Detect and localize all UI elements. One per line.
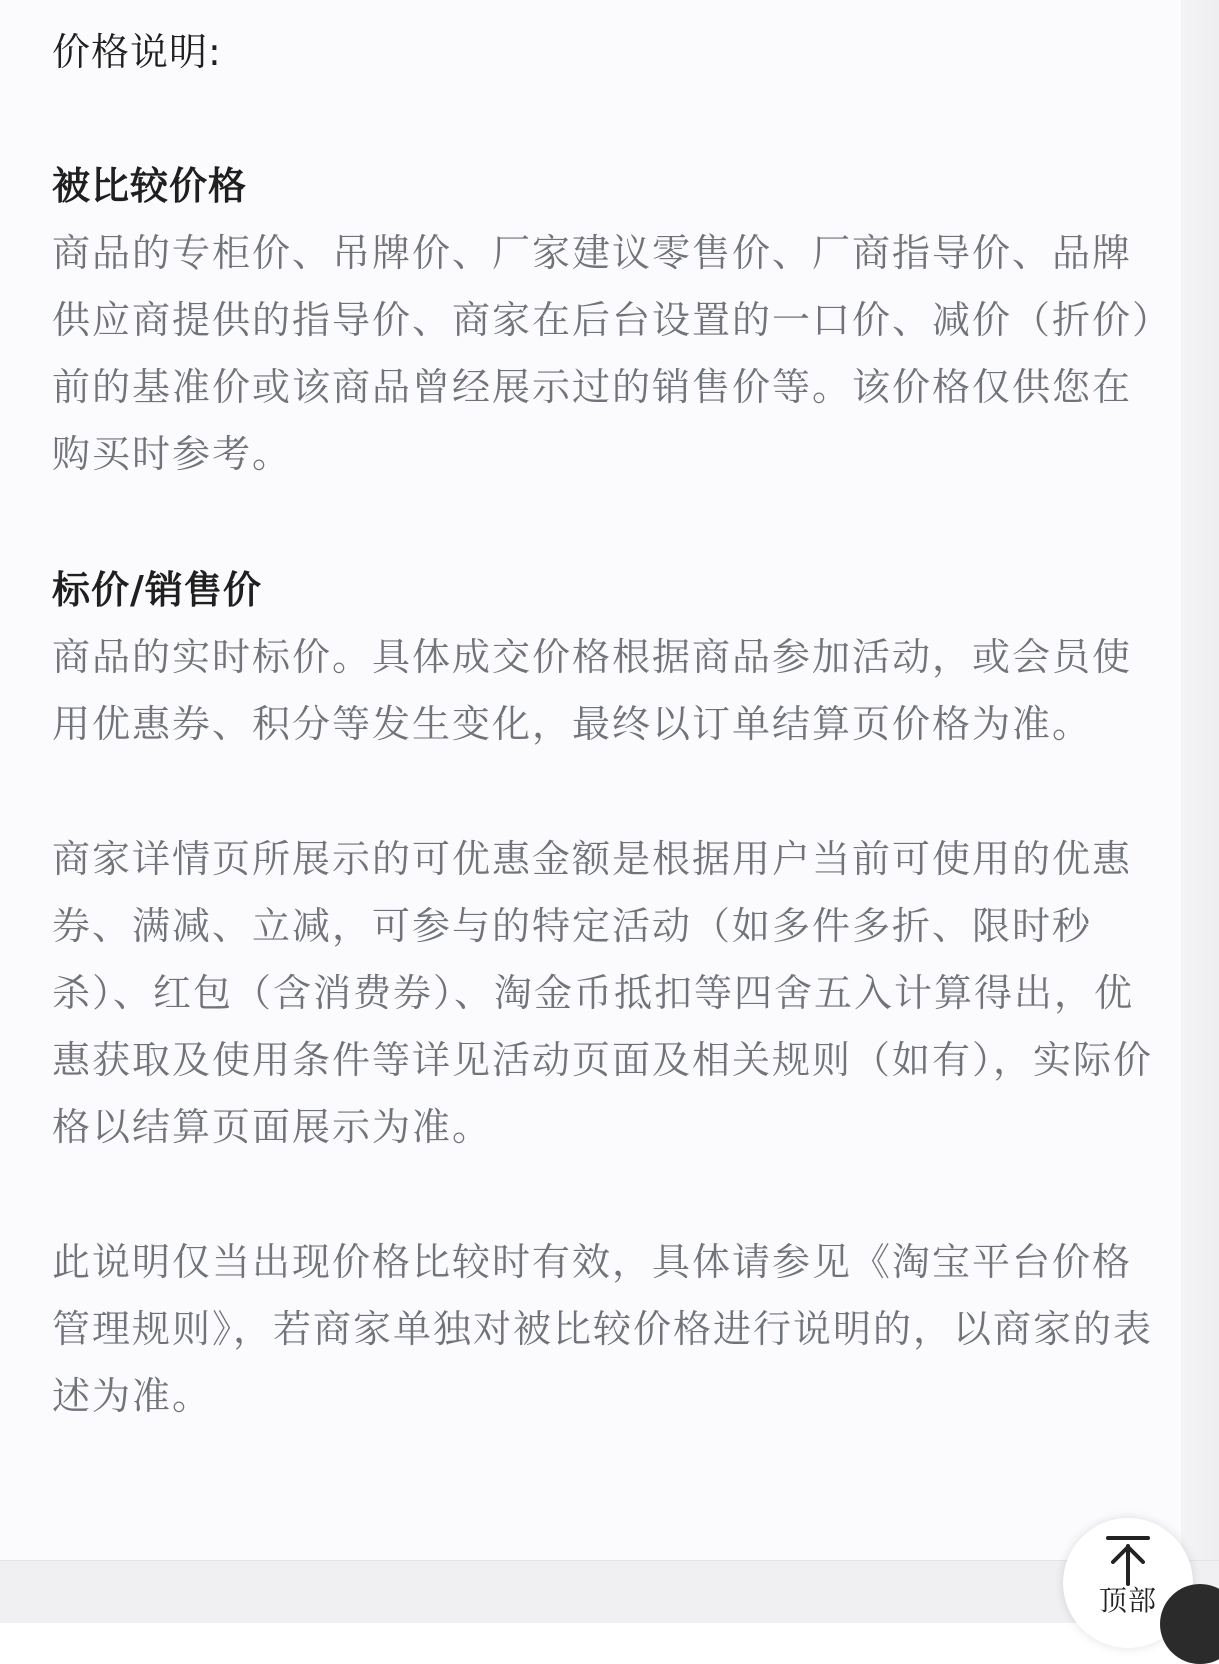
section-heading: 标价/销售价	[52, 568, 262, 612]
section-heading: 被比较价格	[52, 164, 248, 208]
section-list-price	[52, 556, 1162, 758]
section-paragraph: 商品的专柜价、吊牌价、厂家建议零售价、厂商指导价、品牌供应商提供的指导价、商家在后台设置的一口价、减价（折价）前的基准价或该商品曾经展示过的销售价等。该价格仅供您在购买时参考。	[52, 231, 1154, 476]
section-compared-price	[52, 152, 1162, 488]
scrollbar-track[interactable]	[1181, 0, 1219, 1622]
content-area	[52, 20, 1162, 1430]
back-to-top-label: 顶部	[1098, 1584, 1157, 1617]
spacer	[52, 1161, 1162, 1229]
spacer	[52, 84, 1162, 152]
discount-amount-paragraph: 商家详情页所展示的可优惠金额是根据用户当前可使用的优惠券、满减、立减，可参与的特定活动（如多件多折、限时秒杀）、红包（含消费券）、淘金币抵扣等四舍五入计算得出，优惠获取及使用条件等详见活动页面及相关规则（如有），实际价格以结算页面展示为准。	[52, 837, 1154, 1149]
page-title: 价格说明:	[52, 30, 222, 74]
spacer	[52, 758, 1162, 826]
bottom-bar	[0, 1560, 1219, 1623]
arrow-up-to-top-icon	[1063, 1532, 1193, 1586]
spacer	[52, 488, 1162, 556]
section-paragraph: 商品的实时标价。具体成交价格根据商品参加活动，或会员使用优惠券、积分等发生变化，最终以订单结算页价格为准。	[52, 635, 1133, 746]
validity-note-paragraph: 此说明仅当出现价格比较时有效，具体请参见《淘宝平台价格管理规则》，若商家单独对被比较价格进行说明的，以商家的表述为准。	[52, 1240, 1154, 1418]
